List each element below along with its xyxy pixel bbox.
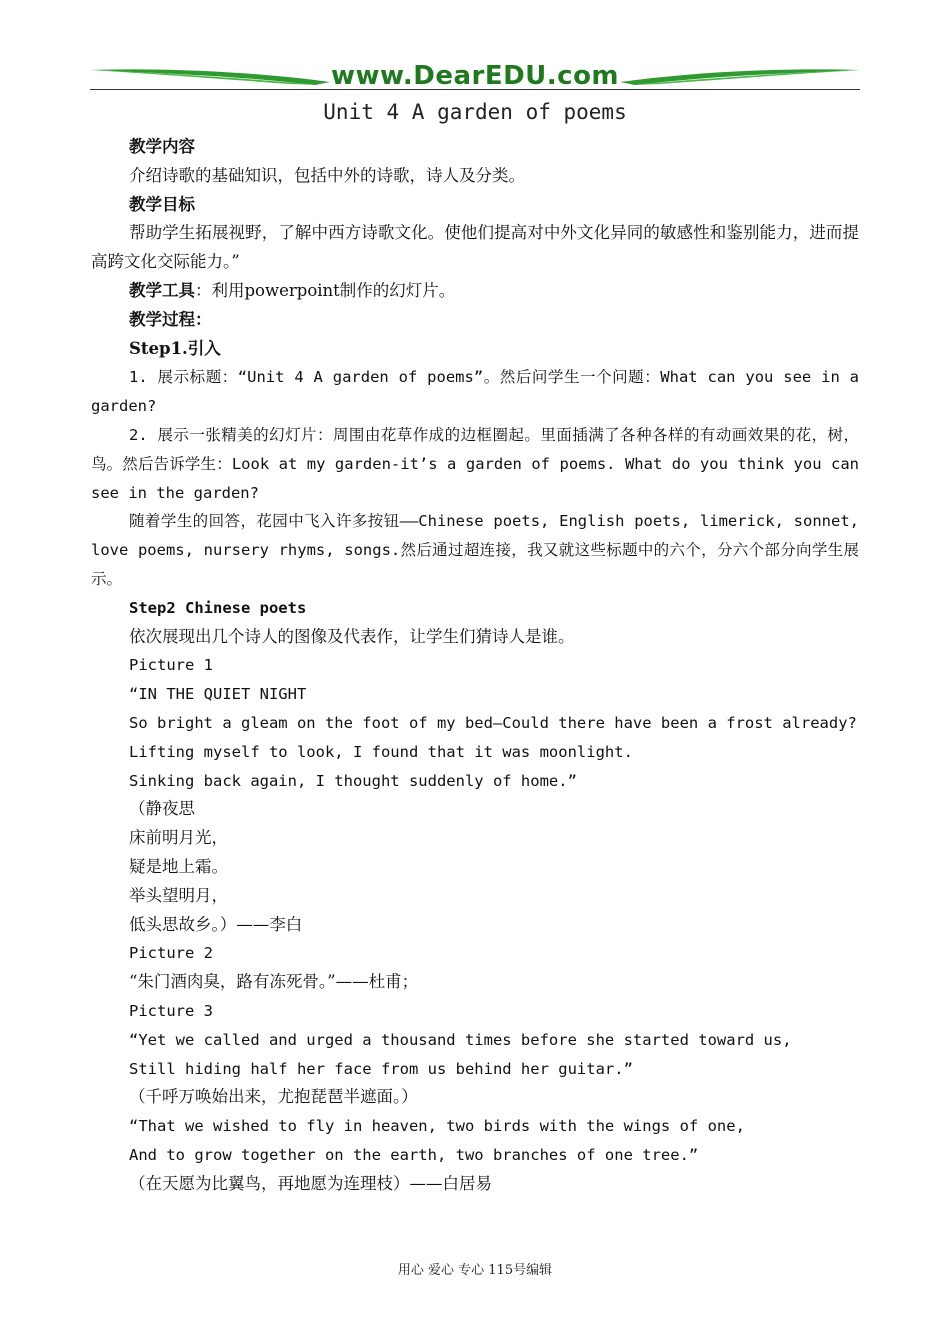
page-title: Unit 4 A garden of poems [323, 100, 627, 124]
poem1-title: “IN THE QUIET NIGHT [129, 685, 307, 704]
poem1-cn-line2: 疑是地上霜。 [129, 856, 228, 876]
heading-step2: Step2 Chinese poets [129, 598, 307, 617]
quote3-line2: Still hiding half her face from us behind her guitar.” [129, 1059, 633, 1078]
heading-teaching-content: 教学内容 [129, 137, 195, 156]
paragraph-teaching-tools [91, 277, 859, 306]
poem1-line3: Sinking back again, I thought suddenly of home.” [129, 771, 577, 790]
poem1-cn-line3: 举头望明月， [129, 885, 228, 905]
tools-text: ：利用powerpoint制作的幻灯片。 [195, 280, 456, 300]
paragraph-teaching-goal: 帮助学生拓展视野，了解中西方诗歌文化。使他们提高对中外文化异同的敏感性和鉴别能力，进而提高跨文化交际能力。” [91, 223, 859, 272]
quote3-line1: “Yet we called and urged a thousand times before she started toward us, [129, 1030, 792, 1049]
paragraph-step1-item1: 1. 展示标题：“Unit 4 A garden of poems”。然后问学生一个问题：What can you see in a garden? [91, 368, 859, 416]
paragraph-step1-item3: 随着学生的回答，花园中飞入许多按钮——Chinese poets, English poets, limerick, sonnet, love poems, nursery rhyms, songs.然后通过超连接，我又就这些标题中的六个，分六个部分向学生展示。 [91, 512, 859, 588]
quote4-line1: “That we wished to fly in heaven, two birds with the wings of one, [129, 1117, 745, 1136]
document-body [91, 133, 859, 1198]
page-footer: 用心 爱心 专心 115号编辑 [397, 1263, 553, 1278]
poem1-line2: Lifting myself to look, I found that it was moonlight. [129, 742, 633, 761]
site-logo-text[interactable]: www.DearEDU.com [330, 61, 620, 91]
heading-teaching-process: 教学过程： [129, 309, 212, 329]
header-divider [90, 89, 860, 90]
paragraph-step2: 依次展现出几个诗人的图像及代表作，让学生们猜诗人是谁。 [129, 626, 575, 646]
poem1-cn-line1: 床前明月光， [129, 828, 228, 848]
quote4-line2: And to grow together on the earth, two branches of one tree.” [129, 1145, 699, 1164]
paragraph-teaching-content: 介绍诗歌的基础知识，包括中外的诗歌，诗人及分类。 [129, 165, 525, 185]
quote3-cn: （千呼万唤始出来，尤抱琵琶半遮面。） [129, 1087, 418, 1107]
poem1-cn-title: （静夜思 [129, 799, 195, 819]
heading-teaching-goal: 教学目标 [129, 194, 195, 214]
label-picture-1: Picture 1 [129, 656, 213, 675]
quote4-cn: （在天愿为比翼鸟，再地愿为连理枝）——白居易 [129, 1173, 492, 1193]
tools-label: 教学工具 [129, 280, 195, 300]
heading-step1: Step1.引入 [129, 338, 221, 358]
quote-picture-2: “朱门酒肉臭，路有冻死骨。”——杜甫； [129, 972, 419, 992]
poem1-line1: So bright a gleam on the foot of my bed—Could there have been a frost already? [129, 713, 857, 732]
poem1-cn-line4: 低头思故乡。）——李白 [129, 914, 303, 934]
label-picture-2: Picture 2 [129, 944, 213, 963]
label-picture-3: Picture 3 [129, 1001, 213, 1020]
paragraph-step1-item2: 2. 展示一张精美的幻灯片：周围由花草作成的边框圈起。里面插满了各种各样的有动画效果的花，树，鸟。然后告诉学生：Look at my garden-it’s a garden of poems. What do you think you can see in the garden? [91, 425, 859, 502]
